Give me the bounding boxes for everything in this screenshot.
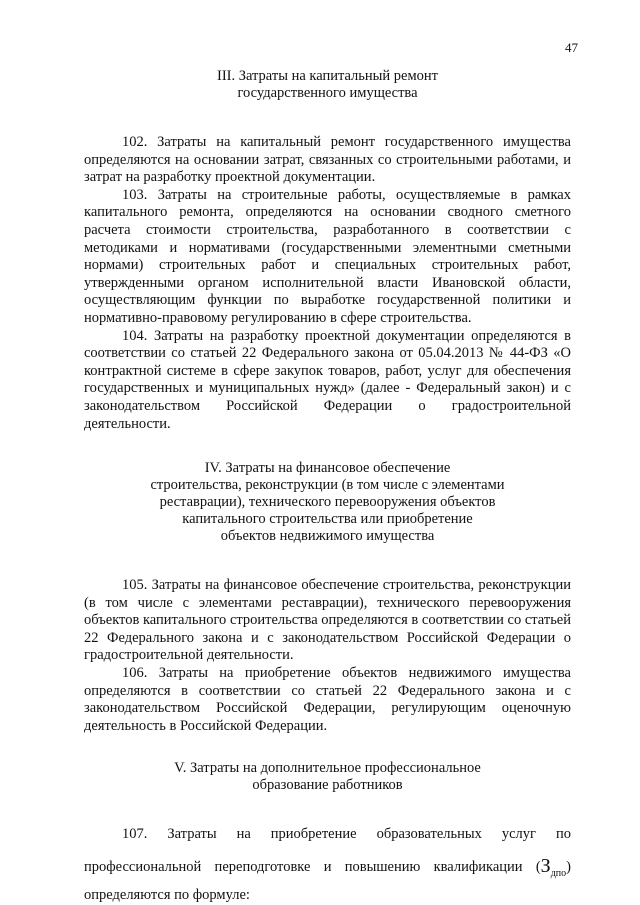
document-body [84, 68, 571, 905]
paragraph-102: 102. Затраты на капитальный ремонт государственного имущества определяются на основании затрат, связанных со строительными работами, и затрат на разработку проектной документации. [84, 134, 571, 186]
heading-line: V. Затраты на дополнительное профессиональное [174, 760, 481, 777]
heading-line: IV. Затраты на финансовое обеспечение [204, 460, 451, 477]
formula-symbol: З [540, 855, 551, 878]
word: приобретение [270, 826, 357, 843]
heading-line: капитального строительства или приобретение [182, 511, 473, 528]
word: по [555, 826, 571, 843]
closing-paren: ) [566, 859, 571, 876]
paragraph-107-line-2 [84, 852, 571, 887]
section-4-heading [84, 460, 571, 545]
line-text: профессиональной переподготовке и повышению квалификации ( [84, 859, 541, 876]
paragraph-105: 105. Затраты на финансовое обеспечение строительства, реконструкции (в том числе с элементами реставрации), технического перевооружения объектов капитального строительства определяются в соответствии со статьей 22 Федерального закона и с законодательством Российской Федерации о градостроительной деятельности. [84, 577, 571, 664]
heading-line: III. Затраты на капитальный ремонт [216, 68, 439, 84]
section-5-heading [84, 760, 571, 794]
heading-line: реставрации), технического перевооружения объектов [159, 494, 496, 511]
word: 107. [122, 826, 148, 843]
heading-line: строительства, реконструкции (в том числе с элементами [150, 477, 505, 494]
word: образовательных [376, 826, 482, 843]
heading-line: образование работников [252, 777, 403, 794]
section-3-heading [84, 68, 571, 102]
formula-subscript: дпо [550, 868, 567, 880]
heading-line: государственного имущества [237, 85, 418, 101]
word: услуг [501, 826, 536, 843]
paragraph-107-line-1 [84, 826, 571, 844]
paragraph-106: 106. Затраты на приобретение объектов недвижимого имущества определяются в соответствии со статьей 22 Федерального закона и с законодательством Российской Федерации, регулирующим оценочную деятельность в Российской Федерации. [84, 665, 571, 734]
paragraph-107-line-3: определяются по формуле: [84, 887, 250, 904]
heading-line: объектов недвижимого имущества [220, 528, 435, 545]
paragraph-103: 103. Затраты на строительные работы, осуществляемые в рамках капитального ремонта, определяются на основании сводного сметного расчета стоимости строительства, разработанного в соответствии с методиками и нормативами (государственными элементными сметными нормами) строительных работ и специальных строительных работ, утвержденными органом исполнительной власти Ивановской области, осуществляющим функции по выработке государственной политики и нормативно-правовому регулированию в сфере строительства. [84, 186, 571, 326]
page-number: 47 [565, 40, 578, 55]
word: на [236, 826, 251, 843]
paragraph-104: 104. Затраты на разработку проектной документации определяются в соответствии со статьей 22 Федерального закона от 05.04.2013 № 44-ФЗ «О контрактной системе в сфере закупок товаров, работ, услуг для обеспечения государственных и муниципальных нужд» (далее - Федеральный закон) и с законодательством Российской Федерации о градостроительной деятельности. [84, 327, 571, 432]
word: Затраты [167, 826, 217, 843]
